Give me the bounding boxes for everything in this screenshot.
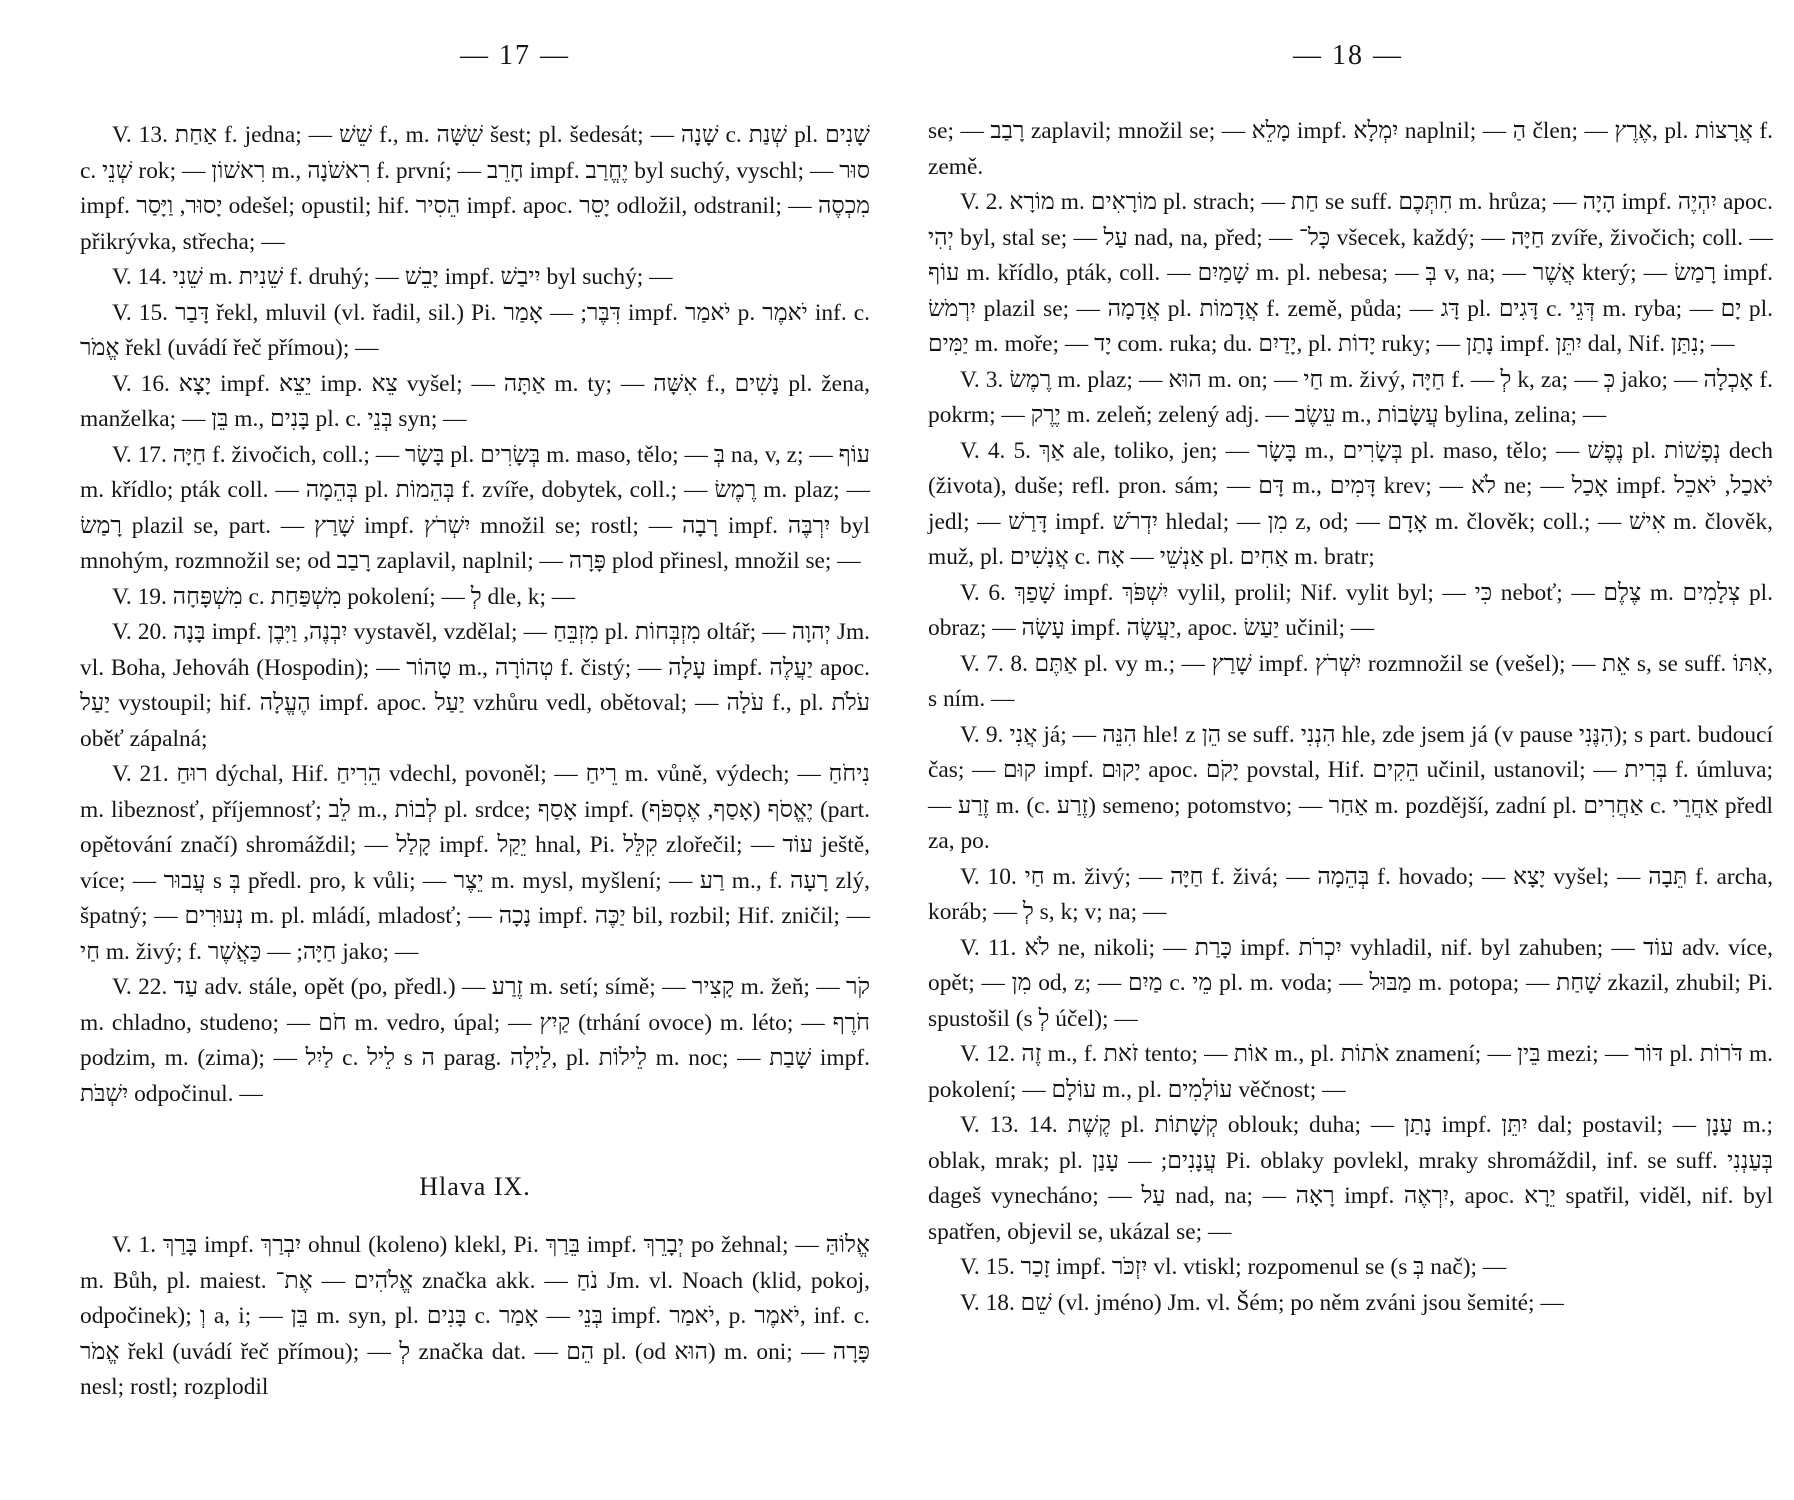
chapter-text <box>80 1228 870 1406</box>
verse-entry: V. 4. 5. אַךְ ale, toliko, jen; — בָּשָׂר m., בְּשָׂרִים pl. maso, tělo; — נֶפֶשׁ pl. נְפָשׁוֹת dech (života), duše; refl. pron. sám; — דָּם m., דָּמִים krev; — לֹא ne; — אָכַל impf. יֹאכַל, יֹאכֵל jedl; — דָּרַשׁ impf. יִדְרֹשׁ hledal; — מִן z, od; — אָדָם m. člověk; coll.; — אִישׁ m. člověk, muž, pl. אֲנָשִׁים c. אַנְשֵׁי — אָח pl. אַחִים m. bratr; <box>928 437 1773 570</box>
verse-entry: V. 17. חַיָּה f. živočich, coll.; — בָּשָׂר pl. בְּשָׂרִים m. maso, tělo; — בְּ na, v, z; — עוֹף m. křídlo; pták coll. — בְּהֵמָה pl. בְּהֵמוֹת f. zvíře, dobytek, coll.; — רֶמֶשׂ m. plaz; — רָמַשׂ plazil se, part. — שָׁרַץ impf. יִשְׁרֹץ množil se; rostl; — רָבָה impf. יִרְבֶּה byl mnohým, rozmnožil se; od רָבַב zaplavil, naplnil; — פָּרָה plod přinesl, množil se; — <box>80 441 870 574</box>
verse-entry: V. 13. 14. קֶשֶׁת pl. קְשָׁתוֹת oblouk; duha; — נָתַן impf. יִתֵּן dal; postavil; — עָנָן m.; oblak, mrak; pl. עֲנָנִים; — עָנַן Pi. oblaky povlekl, mraky shromáždil, inf. se suff. בְּעַנְנִי dageš vynecháno; — עַל nad, na; — רָאָה impf. יִרְאֶה, apoc. יֵרָא spatřil, viděl, nif. byl spatřen, objevil se, ukázal se; — <box>928 1112 1773 1245</box>
verse-entry: V. 9. אֲנִי já; — הִנֵּה hle! z הֵן se suff. הִנְנִי hle, zde jsem já (v pause הִנֶּנִי); s part. budoucí čas; — קוּם impf. יָקוּם apoc. יָקֹם povstal, Hif. הֵקִים učinil, ustanovil; — בְּרִית f. úmluva; — זֶרַע m. (c. זֶרַע) semeno; potomstvo; — אַחַר m. pozdější, zadní pl. אַחֲרִים c. אַחֲרֵי předl za, po. <box>928 721 1773 854</box>
verse-entry: V. 12. זֶה m., f. זֹאת tento; — אוֹת m., pl. אֹתוֹת znamení; — בֵּין mezi; — דּוֹר pl. דֹּרוֹת m. pokolení; — עוֹלָם m., pl. עוֹלָמִים věčnost; — <box>928 1041 1774 1103</box>
chapter-heading: Hlava IX. <box>419 1172 531 1201</box>
verse-entry: V. 3. רֶמֶשׂ m. plaz; — הוּא m. on; — חַי m. živý, חַיָּה f. — לְ k, za; — כְּ jako; — אָכְלָה f. pokrm; — יֶרֶק m. zeleň; zelený adj. — עֵשֶׂב m., עֲשָׂבוֹת bylina, zelina; — <box>928 366 1773 428</box>
verse-entry: V. 21. רוּחַ dýchal, Hif. הֵרִיחַ vdechl, povoněl; — רֵיחַ m. vůně, výdech; — נִיחֹחַ m. libeznosť, příjemnosť; לֵב m., לְבוֹת pl. srdce; אָסַף impf. יֶאֱסֹף (אָסַף, אֶסְפֹּף) (part. opětování značí) shromáždil; — קָלַל impf. יֵקַל hnal, Pi. קִלֵּל zlořečil; — עוֹד ještě, více; — עֲבוּר s בְּ předl. pro, k vůli; — יֵצֶר m. mysl, myšlení; — רַע m., f. רָעָה zlý, špatný; — נְעוּרִים m. pl. mládí, mladosť; — נָכָה impf. יַכֶּה bil, rozbil; Hif. zničil; — חַי m. živý; f. חַיָּה; — כַּאֲשֶׁר jako; — <box>80 761 871 965</box>
right-page <box>928 0 1773 1500</box>
verse-entry: V. 13. אַחַת f. jedna; — שֵׁשׁ f., m. שִׁשָּׁה šest; pl. šedesát; — שָׁנָה c. שְׁנַת pl. שָׁנִים c. שְׁנֵי rok; — רִאשׁוֹן m., רִאשֹׁנָה f. první; — חָרֵב impf. יֶחֱרַב byl suchý, vyschl; — סוּר impf. יָסוּר, וַיָּסַר odešel; opustil; hif. הֵסִיר impf. apoc. יָסֵר odložil, odstranil; — מִכְסֶה přikrývka, střecha; — <box>80 122 870 255</box>
left-page <box>80 0 870 1500</box>
verse-entry: se; — רָבַב zaplavil; množil se; — מָלֵא impf. יִמְלָא naplnil; — הַ člen; — אֶרֶץ, pl. אֲרָצוֹת f. země. <box>928 118 1773 180</box>
verse-entry: V. 6. שָׁפַךְ impf. יִשְׁפֹּךְ vylil, prolil; Nif. vylit byl; — כִּי neboť; — צֶלֶם m. צְלָמִים pl. obraz; — עָשָׂה impf. יַעֲשֶׂה, apoc. יַעַשׂ učinil; — <box>928 579 1773 641</box>
verse-entry: V. 7. 8. אַתֶּם pl. vy m.; — שָׁרַץ impf. יִשְׁרֹץ rozmnožil se (vešel); — אֵת s, se suff. אִתּוֹ, s ním. — <box>928 650 1773 712</box>
verse-entry: V. 10. חַי m. živý; — חַיָּה f. živá; — בְּהֵמָה f. hovado; — יָצָא vyšel; — תֵּבָה f. archa, koráb; — לְ s, k; v; na; — <box>928 863 1773 925</box>
page-number: — 18 — <box>1293 40 1403 71</box>
verse-entry: V. 15. דָּבַר řekl, mluvil (vl. řadil, sil.) Pi. דִּבֶּר; — אָמַר impf. יֹאמַר p. יֹאמֶר inf. c. אֱמֹר řekl (uvádí řeč přímou); — <box>80 299 870 361</box>
verse-entry: V. 2. מוֹרָא m. מוֹרָאִים pl. strach; — חַת se suff. חִתְּכֶם m. hrůza; — הָיָה impf. יִהְיֶה apoc. יְהִי byl, stal se; — עַל nad, na, před; — כָּל־ všecek, každý; — חַיָּה zvíře, živočich; coll. — עוֹף m. křídlo, pták, coll. — שָׁמַיִם m. pl. nebesa; — בְּ v, na; — אֲשֶׁר který; — רָמַשׂ impf. יִרְמֹשׂ plazil se; — אֲדָמָה pl. אֲדָמוֹת f. země, půda; — דָּג pl. דָּגִים c. דְּגֵי m. ryba; — יָם pl. יַמִּים m. moře; — יָד com. ruka; du. יָדַיִם, pl. יָדוֹת ruky; — נָתַן impf. יִתֵּן dal, Nif. נִתַּן; — <box>928 189 1773 357</box>
verse-entry: V. 16. יָצָא impf. יֵצֵא imp. צֵא vyšel; — אַתָּה m. ty; — אִשָּׁה f., נָשִׁים pl. žena, manželka; — בֵּן m., בָּנִים pl. c. בְּנֵי syn; — <box>80 370 870 432</box>
vocabulary-text <box>80 118 870 1112</box>
verse-entry: V. 20. בָּנָה impf. יִבְנֶה, וַיִּבֶן vystavěl, vzdělal; — מִזְבֵּחַ pl. מִזְבְּחוֹת oltář; — יְהוָה Jm. vl. Boha, Jehováh (Hospodin); — טָהוֹר m., טְהוֹרָה f. čistý; — עָלָה impf. יַעֲלֶה apoc. יַעַל vystoupil; hif. הֶעֱלָה impf. apoc. יַעַל vzhůru vedl, obětoval; — עֹלָה f., pl. עֹלֹת oběť zápalná; <box>80 619 870 752</box>
verse-entry: V. 22. עַד adv. stále, opět (po, předl.) — זֶרַע m. setí; símě; — קָצִיר m. žeň; — קֹר m. chladno, studeno; — חֹם m. vedro, úpal; — קַיִץ (trhání ovoce) m. léto; — חֹרֶף podzim, m. (zima); — לַיִל c. לֵיל s ה parag. לַיְלָה, pl. לֵילוֹת m. noc; — שָׁבַת impf. יִשְׁבֹּת odpočinul. — <box>80 974 871 1107</box>
page-number: — 17 — <box>460 40 570 71</box>
verse-entry: V. 18. שֵׁם (vl. jméno) Jm. vl. Šém; po něm zváni jsou šemité; — <box>960 1289 1564 1316</box>
verse-entry: V. 11. לֹא ne, nikoli; — כָּרַת impf. יִכְרֹת vyhladil, nif. byl zahuben; — עוֹד adv. více, opět; — מִן od, z; — מַיִם c. מֵי pl. m. voda; — מַבּוּל m. potopa; — שָׁחַת zkazil, zhubil; Pi. spustošil (s לְ účel); — <box>928 934 1773 1032</box>
verse-entry: V. 19. מִשְׁפָּחָה c. מִשְׁפַּחַת pokolení; — לְ dle, k; — <box>112 583 576 610</box>
verse-entry: V. 1. בָּרַךְ impf. יִבְרַךְ ohnul (koleno) klekl, Pi. בֵּרַךְ impf. יְבָרֵךְ po žehnal; — אֱלוֹהַּ m. Bůh, pl. maiest. אֱלֹהִים — אֶת־ značka akk. — נֹחַ Jm. vl. Noach (klid, pokoj, odpočinek); וְ a, i; — בֵּן m. syn, pl. בָּנִים c. בְּנֵי — אָמַר impf. יֹאמַר, p. יֹאמֶר, inf. c. אֱמֹר řekl (uvádí řeč přímou); — לְ značka dat. — הֵם pl. (od הוּא) m. oni; — פָּרָה nesl; rostl; rozplodil <box>80 1232 870 1400</box>
vocabulary-text <box>928 114 1773 1321</box>
verse-entry: V. 15. זָכַר impf. יִזְכֹּר vl. vtiskl; rozpomenul se (s בְּ nač); — <box>960 1254 1507 1280</box>
verse-entry: V. 14. שֵׁנִי m. שֵׁנִית f. druhý; — יָבֵשׁ impf. יִיבַשׁ byl suchý; — <box>112 264 673 290</box>
